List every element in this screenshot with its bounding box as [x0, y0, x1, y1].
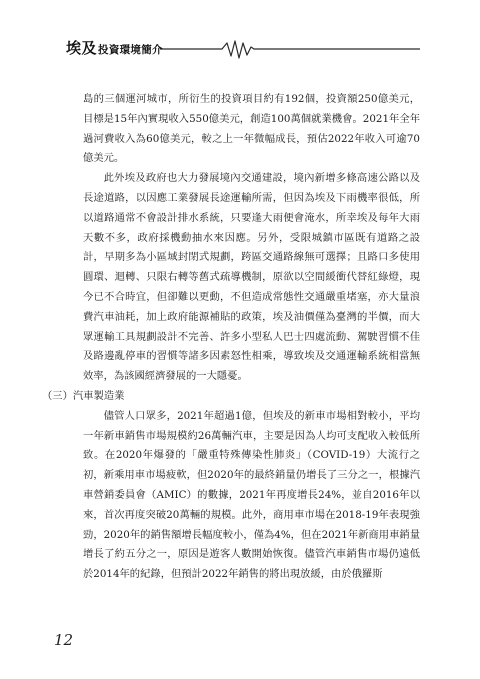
header-rule-heartbeat: [0, 0, 480, 70]
header-title-sub: 投資環境簡介: [98, 44, 163, 56]
paragraph-transport: 此外埃及政府也大力發展境內交通建設，境內新增多條高速公路以及長途道路，以因應工業發展長途運輸所需，但因為埃及下雨機率很低，所以道路通常不會設計排水系統，只要逢大雨便會淹水，所幸埃及每年大雨天數不多，政府採機動抽水來因應。另外，受限城鎮市區既有道路之設計，早期多為小區域封閉式規劃，跨區交通路線無可選擇；且路口多使用圓環、迴轉、只限右轉等舊式疏導機制，原欲以空間緩衝代替紅綠燈，現今已不合時宜，但卻難以更動，不但造成常態性交通嚴重堵塞，亦大量浪費汽車油耗，加上政府能源補貼的政策，埃及油價僅為臺灣的半價，而大眾運輸工具規劃設計不完善、許多小型私人巴士四處流動、駕駛習慣不佳及路邊亂停車的習慣等諸多因素怒性相乘，導致埃及交通運輸系統相當無效率，為該國經濟發展的一大隱憂。: [83, 172, 420, 383]
page-number: 12: [54, 631, 74, 649]
paragraph-auto-market: 儘管人口眾多，2021年超過1億，但埃及的新車市場相對較小，平均一年新車銷售市場規模約26萬輛汽車，主要是因為人均可支配收入較低所致。在2020年爆發的「嚴重特殊傳染性肺炎」（COVID-19）大流行之初，新乘用車市場疲軟，但2020年的最終銷量仍增長了三分之一，根據汽車營銷委員會（AMIC）的數據，2021年再度增長24%，並自2016年以來，首次再度突破20萬輛的規模。此外，商用車市場在2018-19年表現強勁，2020年的銷售額增長幅度較小，僅為4%，但在2021年新商用車銷量增長了約五分之一，原因是遊客人數開始恢復。儘管汽車銷售市場仍遠低於2014年的紀錄，但預計2022年銷售的將出現放緩，由於俄羅斯: [83, 409, 420, 581]
paragraph-canal-cities: 島的三個運河城市，所衍生的投資項目約有192個，投資額250億美元，目標是15年內實現收入550億美元，創造100萬個就業機會。2021年全年過河費收入為60億美元，較之上一年微幅成長，預估2022年收入可逾70億美元。: [83, 93, 420, 165]
section-heading-auto-manufacturing: （三）汽車製造業: [42, 389, 125, 402]
body-text: [42, 90, 420, 585]
running-header: [66, 37, 163, 57]
header-title-main: 埃及: [66, 39, 98, 57]
